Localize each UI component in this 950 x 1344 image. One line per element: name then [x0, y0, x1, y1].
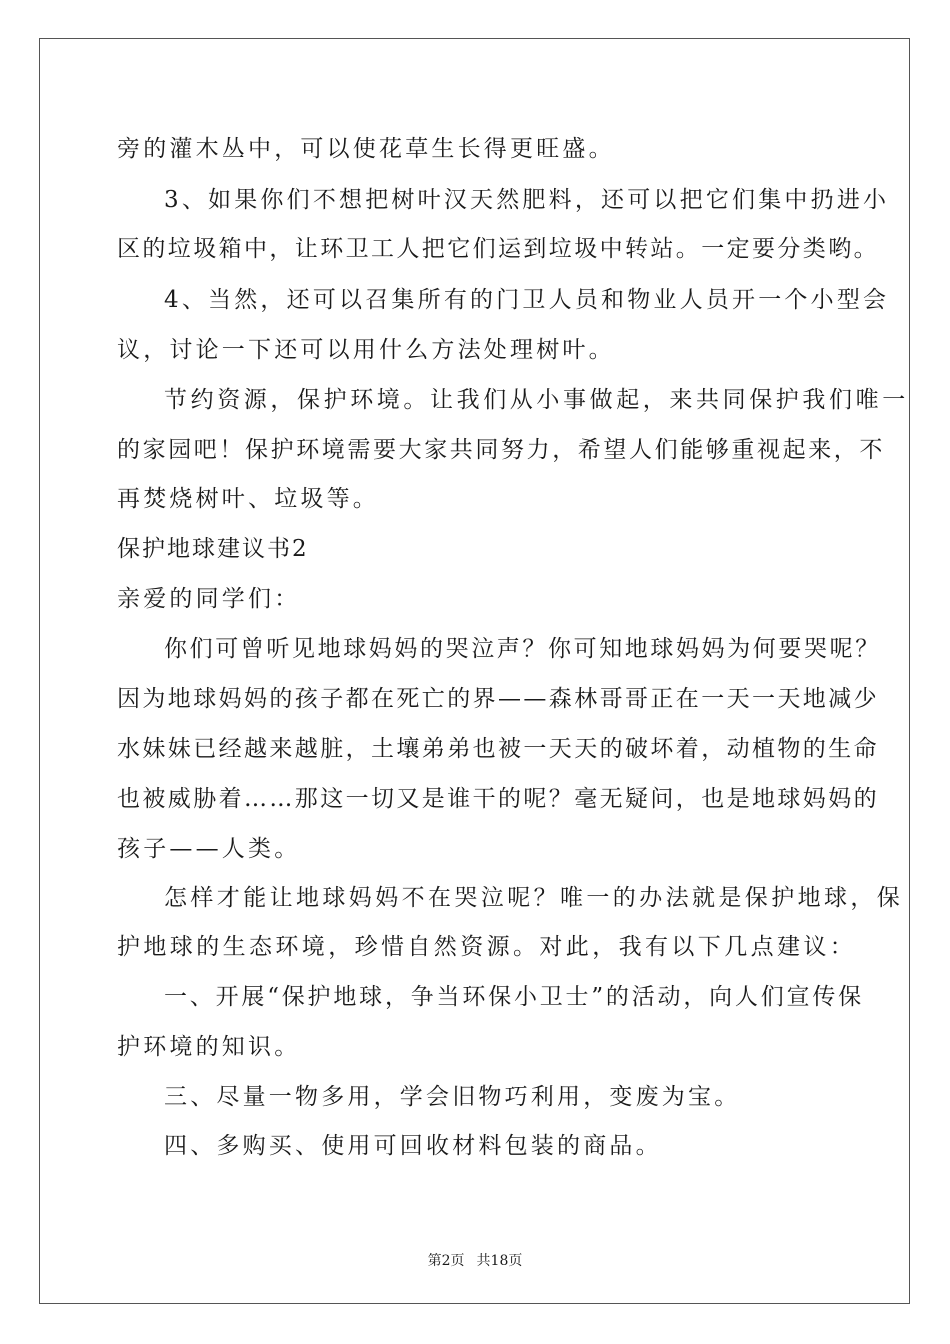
text-line: 护环境的知识。 — [117, 1034, 301, 1060]
page-footer — [0, 1252, 950, 1270]
text-line: 水妹妹已经越来越脏，土壤弟弟也被一天天的破坏着，动植物的生命 — [117, 736, 879, 762]
salutation: 亲爱的同学们： — [117, 586, 301, 612]
text-line: 因为地球妈妈的孩子都在死亡的界——森林哥哥正在一天一天地减少 — [117, 686, 879, 712]
text-line: 一、开展“保护地球，争当环保小卫士”的活动，向人们宣传保 — [164, 984, 864, 1010]
section-heading: 保护地球建议书2 — [117, 536, 309, 562]
text-line: 你们可曾听见地球妈妈的哭泣声？你可知地球妈妈为何要哭呢？ — [164, 636, 881, 662]
text-line: 区的垃圾箱中，让环卫工人把它们运到垃圾中转站。一定要分类哟。 — [117, 236, 879, 262]
text-line: 3、如果你们不想把树叶汉天然肥料，还可以把它们集中扔进小 — [164, 187, 890, 213]
text-line: 议，讨论一下还可以用什么方法处理树叶。 — [117, 337, 615, 363]
text-line: 护地球的生态环境，珍惜自然资源。对此，我有以下几点建议： — [117, 934, 857, 960]
text-line: 孩子——人类。 — [117, 836, 301, 862]
page-border — [39, 38, 910, 1304]
page-number: 第2页 — [427, 1253, 465, 1269]
text-line: 怎样才能让地球妈妈不在哭泣呢？唯一的办法就是保护地球，保 — [164, 885, 904, 911]
text-line: 旁的灌木丛中，可以使花草生长得更旺盛。 — [117, 136, 615, 162]
text-line: 再焚烧树叶、垃圾等。 — [117, 486, 379, 512]
text-line: 的家园吧！保护环境需要大家共同努力，希望人们能够重视起来，不 — [117, 437, 885, 463]
text-line: 也被威胁着……那这一切又是谁干的呢？毫无疑问，也是地球妈妈的 — [117, 786, 879, 812]
text-line: 四、多购买、使用可回收材料包装的商品。 — [164, 1133, 662, 1159]
page-total: 共18页 — [476, 1253, 523, 1269]
text-line: 4、当然，还可以召集所有的门卫人员和物业人员开一个小型会 — [164, 287, 890, 313]
text-line: 节约资源，保护环境。让我们从小事做起，来共同保护我们唯一 — [164, 387, 909, 413]
text-line: 三、尽量一物多用，学会旧物巧利用，变废为宝。 — [164, 1084, 741, 1110]
